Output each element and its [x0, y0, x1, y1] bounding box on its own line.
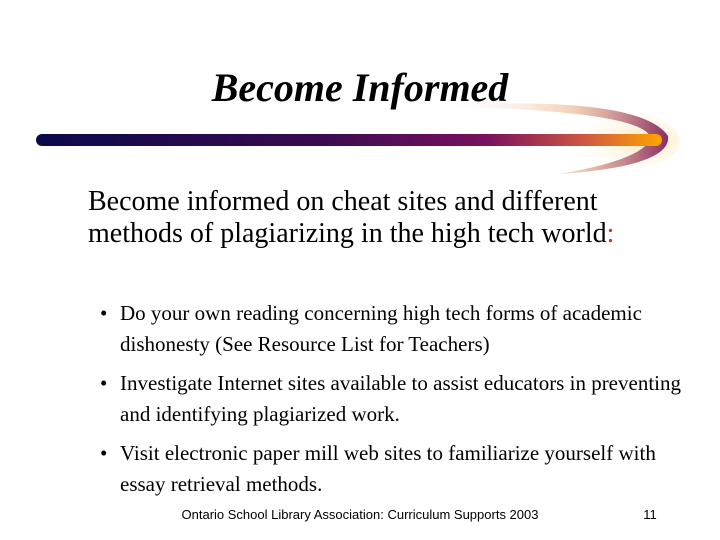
bullet-dot-icon: •	[100, 441, 108, 465]
footer-credit: Ontario School Library Association: Curriculum Supports 2003	[181, 507, 539, 522]
bullet-item	[100, 438, 690, 500]
bullet-list	[100, 298, 690, 508]
slide-title: Become Informed	[211, 65, 509, 110]
bullet-dot-icon: •	[100, 371, 108, 395]
bullet-text: Do your own reading concerning high tech forms of academic dishonesty (See Resource List for Teachers)	[120, 301, 642, 356]
bullet-text: Investigate Internet sites available to assist educators in preventing and identifying plagiarized work.	[120, 371, 681, 426]
bullet-dot-icon: •	[100, 301, 108, 325]
bullet-item	[100, 298, 690, 360]
main-point-text: Become informed on cheat sites and different methods of plagiarizing in the high tech world	[88, 186, 607, 249]
page-number: 11	[643, 507, 657, 522]
bullet-text: Visit electronic paper mill web sites to familiarize yourself with essay retrieval methods.	[120, 441, 656, 496]
bullet-item	[100, 368, 690, 430]
main-point-colon: :	[606, 218, 615, 249]
main-point	[88, 186, 688, 250]
